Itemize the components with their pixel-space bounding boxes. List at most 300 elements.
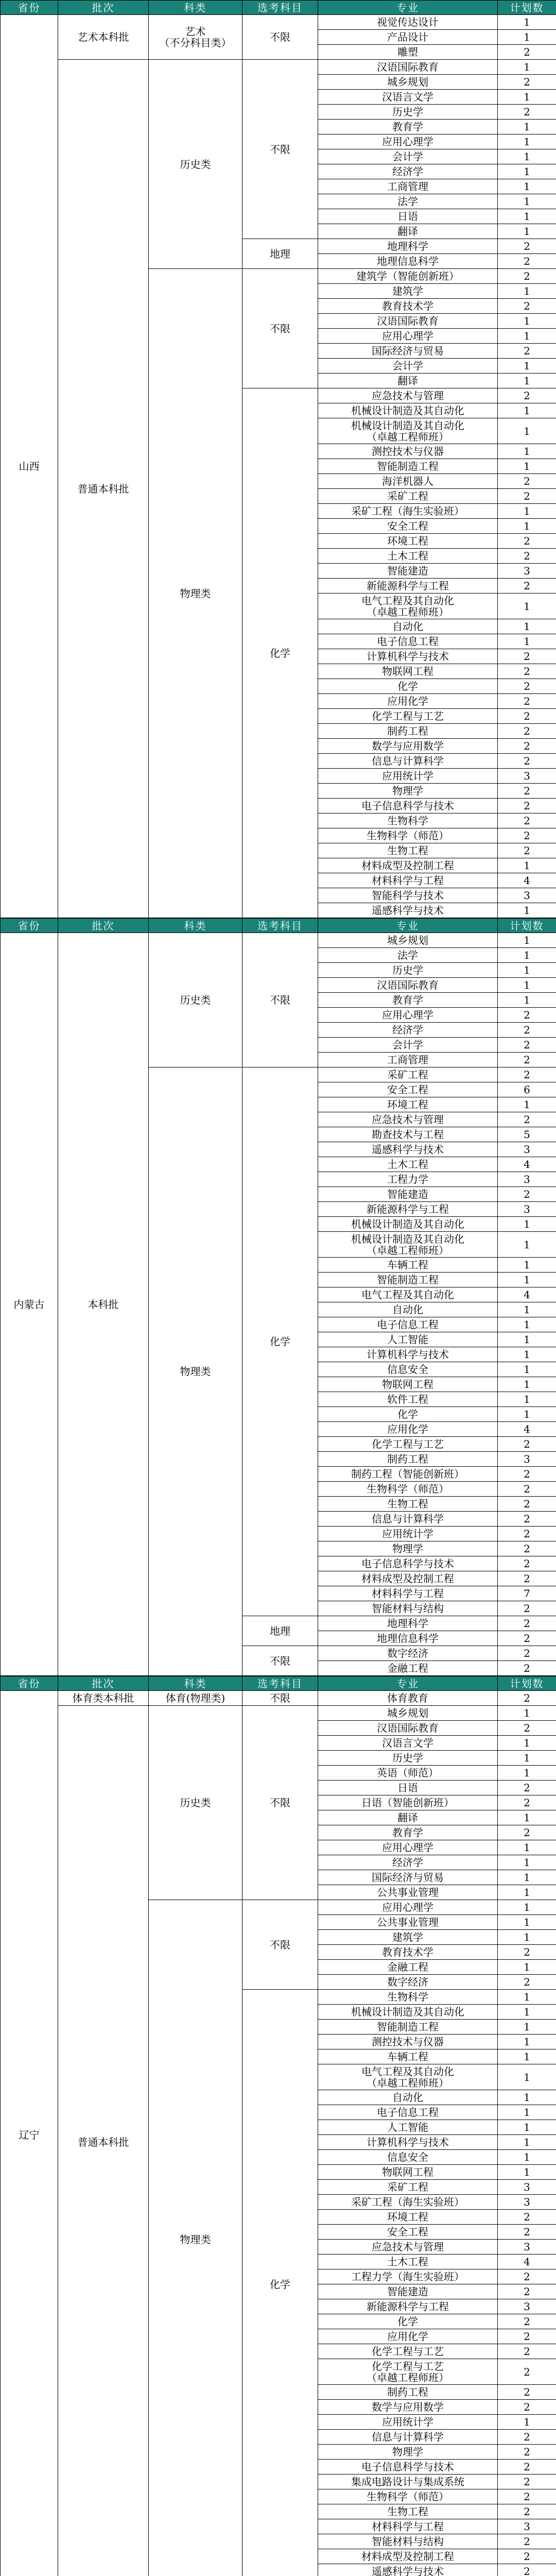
major-cell: 自动化 (318, 1302, 498, 1317)
major-cell: 应用统计学 (318, 2415, 498, 2430)
major-cell: 国际经济与贸易 (318, 344, 498, 359)
major-cell: 海洋机器人 (318, 474, 498, 489)
major-cell: 教育技术学 (318, 1945, 498, 1960)
major-cell: 日语 (318, 209, 498, 224)
subject-cell: 不限 (242, 269, 318, 388)
table-row (1, 933, 556, 948)
major-cell: 机械设计制造及其自动化 (318, 403, 498, 418)
subject-cell: 不限 (242, 1706, 318, 1900)
major-cell: 测控技术与仪器 (318, 444, 498, 459)
major-cell: 应急技术与管理 (318, 2240, 498, 2255)
plan-count-cell: 1 (498, 1960, 556, 1975)
major-cell: 遥感科学与技术 (318, 1142, 498, 1157)
plan-count-cell: 1 (498, 444, 556, 459)
major-cell: 日语 (318, 1781, 498, 1795)
plan-count-cell: 2 (498, 2504, 556, 2519)
plan-count-cell: 1 (498, 1332, 556, 1347)
table-header-row (1, 919, 556, 933)
plan-count-cell: 1 (498, 1232, 556, 1258)
major-cell: 城乡规划 (318, 1706, 498, 1721)
major-cell: 制药工程 (318, 1452, 498, 1467)
plan-count-cell: 1 (498, 594, 556, 619)
plan-count-cell: 2 (498, 1482, 556, 1497)
major-cell: 采矿工程（海生实验班） (318, 2195, 498, 2210)
plan-count-cell: 2 (498, 2344, 556, 2359)
major-cell: 勘查技术与工程 (318, 1127, 498, 1142)
plan-count-cell: 1 (498, 2090, 556, 2105)
plan-count-cell: 2 (498, 2475, 556, 2489)
plan-count-cell: 1 (498, 329, 556, 344)
header-cell: 批次 (58, 919, 149, 933)
subject-cell: 地理 (242, 1616, 318, 1646)
major-cell: 计算机科学与技术 (318, 1347, 498, 1362)
major-cell: 生物科学 (318, 1990, 498, 2005)
table-row (1, 1691, 556, 1706)
plan-count-cell: 3 (498, 1202, 556, 1217)
plan-count-cell: 2 (498, 579, 556, 594)
major-cell: 数字经济 (318, 1646, 498, 1661)
batch-cell: 体育类本科批 (58, 1691, 149, 1706)
plan-count-cell: 2 (498, 1497, 556, 1512)
plan-count-cell: 1 (498, 619, 556, 634)
major-cell: 车辆工程 (318, 1258, 498, 1273)
major-cell: 信息安全 (318, 1362, 498, 1377)
major-cell: 土木工程 (318, 2255, 498, 2269)
header-cell: 省份 (1, 919, 58, 933)
plan-count-cell: 1 (498, 194, 556, 209)
major-cell: 电气工程及其自动化 (318, 1287, 498, 1302)
major-cell: 智能材料与结构 (318, 2534, 498, 2549)
major-cell: 法学 (318, 948, 498, 963)
header-cell: 计划数 (498, 1676, 556, 1691)
major-cell: 地理科学 (318, 1616, 498, 1631)
major-cell: 信息安全 (318, 2150, 498, 2165)
plan-count-cell: 2 (498, 239, 556, 254)
major-cell: 日语（智能创新班） (318, 1795, 498, 1810)
major-cell: 数字经济 (318, 1975, 498, 1990)
category-cell: 历史类 (149, 933, 242, 1067)
major-cell: 电气工程及其自动化 （卓越工程师班） (318, 2064, 498, 2090)
batch-cell: 普通本科批 (58, 1706, 149, 2576)
plan-count-cell: 1 (498, 1870, 556, 1885)
plan-count-cell: 2 (498, 814, 556, 828)
major-cell: 应用统计学 (318, 1527, 498, 1541)
major-cell: 智能建造 (318, 1187, 498, 1202)
plan-count-cell: 1 (498, 963, 556, 978)
major-cell: 应用心理学 (318, 1900, 498, 1915)
plan-count-cell: 2 (498, 1187, 556, 1202)
plan-count-cell: 1 (498, 15, 556, 30)
major-cell: 自动化 (318, 2090, 498, 2105)
subject-cell: 不限 (242, 933, 318, 1067)
major-cell: 材料成型及控制工程 (318, 1571, 498, 1586)
major-cell: 化学工程与工艺 (318, 2344, 498, 2359)
plan-count-cell: 2 (498, 1437, 556, 1452)
major-cell: 化学工程与工艺 （卓越工程师班） (318, 2359, 498, 2385)
plan-count-cell: 1 (498, 2120, 556, 2135)
major-cell: 公共事业管理 (318, 1885, 498, 1900)
plan-count-cell: 1 (498, 1810, 556, 1825)
plan-count-cell: 2 (498, 1825, 556, 1840)
major-cell: 生物科学（师范） (318, 1482, 498, 1497)
plan-count-cell: 2 (498, 1541, 556, 1556)
plan-count-cell: 3 (498, 888, 556, 903)
plan-count-cell: 7 (498, 1586, 556, 1601)
header-cell: 批次 (58, 1, 149, 15)
subject-cell: 化学 (242, 1990, 318, 2576)
plan-count-cell: 2 (498, 254, 556, 269)
subject-cell: 化学 (242, 388, 318, 918)
header-cell: 选考科目 (242, 1, 318, 15)
category-cell: 物理类 (149, 1067, 242, 1676)
plan-count-cell: 1 (498, 403, 556, 418)
major-cell: 材料科学与工程 (318, 1586, 498, 1601)
plan-count-cell: 1 (498, 314, 556, 329)
plan-count-cell: 4 (498, 1422, 556, 1437)
plan-count-cell: 2 (498, 709, 556, 724)
plan-count-cell: 5 (498, 1127, 556, 1142)
table-row (1, 60, 556, 75)
major-cell: 城乡规划 (318, 933, 498, 948)
subject-cell: 不限 (242, 1900, 318, 1990)
major-cell: 经济学 (318, 164, 498, 179)
plan-count-cell: 2 (498, 2284, 556, 2299)
plan-count-cell: 2 (498, 724, 556, 739)
major-cell: 电子信息科学与技术 (318, 799, 498, 814)
plan-count-cell: 2 (498, 269, 556, 284)
major-cell: 电气工程及其自动化 （卓越工程师班） (318, 594, 498, 619)
header-cell: 科类 (149, 1, 242, 15)
plan-count-cell: 2 (498, 2400, 556, 2415)
plan-count-cell: 1 (498, 90, 556, 105)
table-header-row (1, 1, 556, 15)
major-cell: 教育学 (318, 993, 498, 1008)
plan-count-cell: 1 (498, 1915, 556, 1930)
major-cell: 应用化学 (318, 694, 498, 709)
major-cell: 智能制造工程 (318, 1273, 498, 1287)
plan-count-cell: 2 (498, 2460, 556, 2475)
major-cell: 化学工程与工艺 (318, 709, 498, 724)
plan-count-cell: 1 (498, 418, 556, 444)
plan-count-cell: 3 (498, 1172, 556, 1187)
plan-count-cell: 2 (498, 843, 556, 858)
plan-count-cell: 1 (498, 1736, 556, 1751)
header-cell: 专业 (318, 919, 498, 933)
plan-count-cell: 2 (498, 2329, 556, 2344)
major-cell: 应急技术与管理 (318, 388, 498, 403)
header-cell: 专业 (318, 1, 498, 15)
major-cell: 物理学 (318, 1541, 498, 1556)
plan-count-cell: 2 (498, 1646, 556, 1661)
plan-count-cell: 3 (498, 2240, 556, 2255)
plan-count-cell: 2 (498, 649, 556, 664)
major-cell: 电子信息工程 (318, 634, 498, 649)
major-cell: 城乡规划 (318, 75, 498, 90)
major-cell: 生物工程 (318, 2504, 498, 2519)
major-cell: 土木工程 (318, 1157, 498, 1172)
plan-count-cell: 1 (498, 2020, 556, 2035)
plan-count-cell: 2 (498, 694, 556, 709)
major-cell: 生物科学 (318, 814, 498, 828)
header-cell: 省份 (1, 1676, 58, 1691)
major-cell: 工商管理 (318, 179, 498, 194)
major-cell: 生物工程 (318, 1497, 498, 1512)
plan-count-cell: 2 (498, 1691, 556, 1706)
plan-count-cell: 1 (498, 2165, 556, 2180)
plan-count-cell: 2 (498, 489, 556, 504)
category-cell: 体育(物理类) (149, 1691, 242, 1706)
batch-cell: 艺术本科批 (58, 15, 149, 60)
major-cell: 应用心理学 (318, 1008, 498, 1023)
major-cell: 智能建造 (318, 2284, 498, 2299)
plan-count-cell: 2 (498, 2489, 556, 2504)
major-cell: 汉语国际教育 (318, 314, 498, 329)
plan-count-cell: 2 (498, 474, 556, 489)
major-cell: 体育教育 (318, 1691, 498, 1706)
plan-count-cell: 2 (498, 739, 556, 754)
plan-count-cell: 1 (498, 2105, 556, 2120)
major-cell: 英语（师范） (318, 1766, 498, 1781)
header-cell: 计划数 (498, 919, 556, 933)
major-cell: 新能源科学与工程 (318, 1202, 498, 1217)
subject-cell: 不限 (242, 60, 318, 239)
major-cell: 软件工程 (318, 1392, 498, 1407)
plan-count-cell: 1 (498, 459, 556, 474)
major-cell: 会计学 (318, 359, 498, 374)
plan-count-cell: 2 (498, 2534, 556, 2549)
major-cell: 历史学 (318, 963, 498, 978)
category-cell: 艺术 （不分科目类） (149, 15, 242, 60)
major-cell: 集成电路设计与集成系统 (318, 2475, 498, 2489)
plan-count-cell: 3 (498, 1142, 556, 1157)
plan-count-cell: 1 (498, 1766, 556, 1781)
major-cell: 数学与应用数学 (318, 739, 498, 754)
major-cell: 机械设计制造及其自动化 (318, 2005, 498, 2020)
plan-count-cell: 2 (498, 2359, 556, 2385)
plan-count-cell: 2 (498, 1023, 556, 1038)
plan-count-cell: 1 (498, 1407, 556, 1422)
plan-count-cell: 1 (498, 1217, 556, 1232)
plan-count-cell: 1 (498, 933, 556, 948)
plan-count-cell: 1 (498, 1347, 556, 1362)
major-cell: 信息与计算科学 (318, 2430, 498, 2445)
plan-count-cell: 2 (498, 1571, 556, 1586)
plan-count-cell: 2 (498, 105, 556, 120)
plan-count-cell: 2 (498, 1008, 556, 1023)
major-cell: 车辆工程 (318, 2049, 498, 2064)
plan-count-cell: 2 (498, 2445, 556, 2460)
plan-count-cell: 1 (498, 359, 556, 374)
plan-count-cell: 1 (498, 134, 556, 149)
plan-count-cell: 2 (498, 388, 556, 403)
plan-count-cell: 2 (498, 1795, 556, 1810)
major-cell: 教育学 (318, 1825, 498, 1840)
header-cell: 科类 (149, 1676, 242, 1691)
major-cell: 电子信息工程 (318, 2105, 498, 2120)
subject-cell: 不限 (242, 1646, 318, 1676)
plan-count-cell: 1 (498, 179, 556, 194)
major-cell: 采矿工程 (318, 489, 498, 504)
major-cell: 雕塑 (318, 45, 498, 60)
major-cell: 建筑学（智能创新班） (318, 269, 498, 284)
plan-count-cell: 1 (498, 1990, 556, 2005)
subject-cell: 地理 (242, 239, 318, 269)
major-cell: 土木工程 (318, 549, 498, 564)
plan-count-cell: 2 (498, 1467, 556, 1482)
plan-count-cell: 3 (498, 2180, 556, 2195)
plan-count-cell: 1 (498, 993, 556, 1008)
batch-cell: 本科批 (58, 933, 149, 1676)
plan-count-cell: 4 (498, 1287, 556, 1302)
plan-count-cell: 6 (498, 1082, 556, 1097)
province-table (0, 1676, 556, 2576)
plan-count-cell: 2 (498, 1781, 556, 1795)
plan-count-cell: 1 (498, 284, 556, 299)
plan-count-cell: 3 (498, 2195, 556, 2210)
major-cell: 环境工程 (318, 2210, 498, 2225)
major-cell: 测控技术与仪器 (318, 2035, 498, 2049)
major-cell: 人工智能 (318, 1332, 498, 1347)
header-cell: 科类 (149, 919, 242, 933)
plan-count-cell: 1 (498, 2005, 556, 2020)
major-cell: 制药工程 (318, 2385, 498, 2400)
major-cell: 智能建造 (318, 564, 498, 579)
plan-count-cell: 2 (498, 2430, 556, 2445)
major-cell: 汉语言文学 (318, 90, 498, 105)
plan-count-cell: 3 (498, 1452, 556, 1467)
plan-count-cell: 2 (498, 784, 556, 799)
subject-cell: 不限 (242, 1691, 318, 1706)
major-cell: 物联网工程 (318, 1377, 498, 1392)
plan-count-cell: 1 (498, 2135, 556, 2150)
major-cell: 教育技术学 (318, 299, 498, 314)
plan-count-cell: 1 (498, 164, 556, 179)
plan-count-cell: 2 (498, 2564, 556, 2576)
major-cell: 经济学 (318, 1023, 498, 1038)
subject-cell: 不限 (242, 15, 318, 60)
major-cell: 物理学 (318, 784, 498, 799)
plan-count-cell: 1 (498, 2035, 556, 2049)
plan-count-cell: 4 (498, 1157, 556, 1172)
plan-count-cell: 1 (498, 1751, 556, 1766)
major-cell: 金融工程 (318, 1661, 498, 1676)
major-cell: 制药工程（智能创新班） (318, 1467, 498, 1482)
plan-count-cell: 1 (498, 1362, 556, 1377)
plan-count-cell: 2 (498, 344, 556, 359)
major-cell: 物理学 (318, 2445, 498, 2460)
plan-count-cell: 1 (498, 120, 556, 134)
plan-count-cell: 2 (498, 1038, 556, 1053)
major-cell: 物联网工程 (318, 664, 498, 679)
major-cell: 新能源科学与工程 (318, 2299, 498, 2314)
major-cell: 汉语国际教育 (318, 60, 498, 75)
major-cell: 翻译 (318, 1810, 498, 1825)
category-cell: 物理类 (149, 269, 242, 918)
header-cell: 批次 (58, 1676, 149, 1691)
header-cell: 专业 (318, 1676, 498, 1691)
subject-cell: 化学 (242, 1067, 318, 1616)
plan-count-cell: 1 (498, 30, 556, 45)
plan-count-cell: 4 (498, 873, 556, 888)
major-cell: 建筑学 (318, 1930, 498, 1945)
major-cell: 化学 (318, 679, 498, 694)
major-cell: 安全工程 (318, 519, 498, 534)
major-cell: 智能制造工程 (318, 459, 498, 474)
header-cell: 选考科目 (242, 919, 318, 933)
plan-count-cell: 2 (498, 2385, 556, 2400)
plan-count-cell: 2 (498, 299, 556, 314)
plan-count-cell: 1 (498, 1706, 556, 1721)
plan-count-cell: 2 (498, 1067, 556, 1082)
province-table (0, 918, 556, 1676)
plan-count-cell: 1 (498, 978, 556, 993)
plan-count-cell: 2 (498, 2210, 556, 2225)
table-row (1, 1706, 556, 1721)
plan-count-cell: 4 (498, 2255, 556, 2269)
plan-count-cell: 1 (498, 2415, 556, 2430)
plan-count-cell: 2 (498, 799, 556, 814)
major-cell: 物联网工程 (318, 2165, 498, 2180)
plan-count-cell: 2 (498, 828, 556, 843)
province-table (0, 0, 556, 918)
major-cell: 历史学 (318, 1751, 498, 1766)
plan-count-cell: 1 (498, 60, 556, 75)
plan-count-cell: 1 (498, 1317, 556, 1332)
plan-count-cell: 2 (498, 2225, 556, 2240)
major-cell: 汉语言文学 (318, 1736, 498, 1751)
plan-count-cell: 1 (498, 1885, 556, 1900)
plan-count-cell: 1 (498, 1302, 556, 1317)
major-cell: 生物工程 (318, 843, 498, 858)
major-cell: 生物科学（师范） (318, 828, 498, 843)
major-cell: 公共事业管理 (318, 1915, 498, 1930)
major-cell: 电子信息科学与技术 (318, 2460, 498, 2475)
major-cell: 安全工程 (318, 1082, 498, 1097)
major-cell: 新能源科学与工程 (318, 579, 498, 594)
major-cell: 产品设计 (318, 30, 498, 45)
plan-count-cell: 1 (498, 1840, 556, 1855)
major-cell: 视觉传达设计 (318, 15, 498, 30)
major-cell: 智能科学与技术 (318, 888, 498, 903)
major-cell: 化学工程与工艺 (318, 1437, 498, 1452)
major-cell: 遥感科学与技术 (318, 903, 498, 918)
province-cell: 山西 (1, 15, 58, 918)
plan-count-cell: 2 (498, 45, 556, 60)
plan-count-cell: 1 (498, 1855, 556, 1870)
major-cell: 机械设计制造及其自动化 （卓越工程师班） (318, 418, 498, 444)
major-cell: 翻译 (318, 224, 498, 239)
major-cell: 应用心理学 (318, 1840, 498, 1855)
plan-count-cell: 1 (498, 2150, 556, 2165)
plan-count-cell: 1 (498, 209, 556, 224)
plan-count-cell: 1 (498, 1273, 556, 1287)
header-cell: 计划数 (498, 1, 556, 15)
major-cell: 机械设计制造及其自动化 (318, 1217, 498, 1232)
plan-count-cell: 3 (498, 769, 556, 784)
major-cell: 智能材料与结构 (318, 1601, 498, 1616)
major-cell: 金融工程 (318, 1960, 498, 1975)
major-cell: 翻译 (318, 374, 498, 388)
major-cell: 应用心理学 (318, 134, 498, 149)
plan-count-cell: 2 (498, 1616, 556, 1631)
category-cell: 物理类 (149, 1900, 242, 2576)
plan-count-cell: 2 (498, 1527, 556, 1541)
plan-count-cell: 2 (498, 1512, 556, 1527)
major-cell: 应急技术与管理 (318, 1112, 498, 1127)
major-cell: 环境工程 (318, 534, 498, 549)
plan-count-cell: 2 (498, 75, 556, 90)
major-cell: 工程力学（海生实验班） (318, 2269, 498, 2284)
